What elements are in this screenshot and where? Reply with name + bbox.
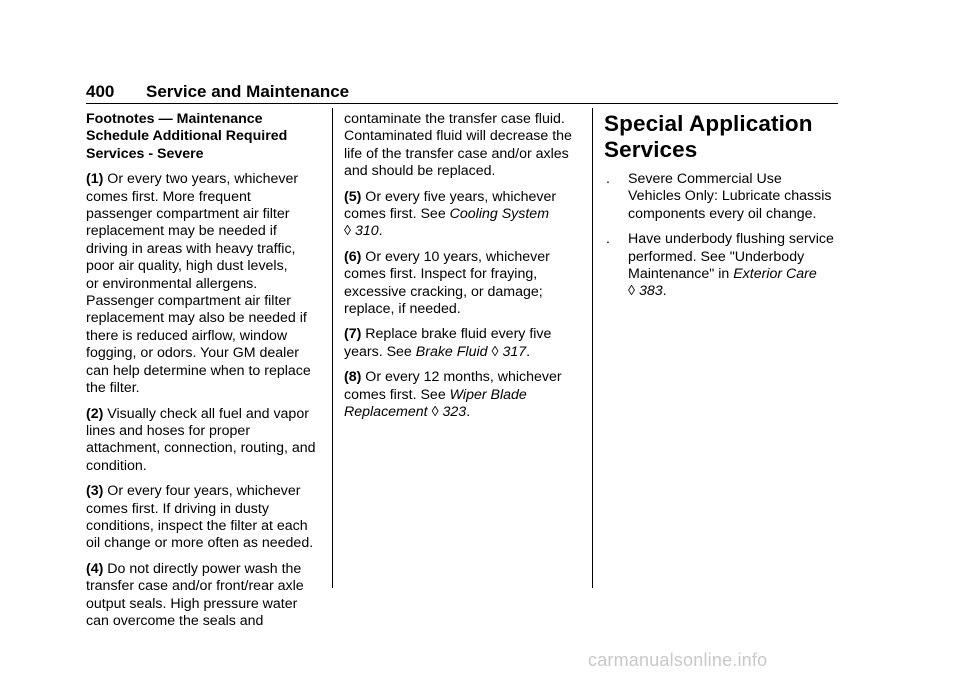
footnote-4 <box>86 561 326 631</box>
text-line: Vehicles Only: Lubricate chassis <box>628 188 832 205</box>
cross-reference-link[interactable]: Brake Fluid <box>415 343 488 360</box>
page-header <box>86 82 838 102</box>
text-line: output seals. High pressure water <box>86 595 298 612</box>
footnote-number: (6) <box>344 248 362 265</box>
heading-line: Footnotes — Maintenance <box>86 111 263 127</box>
punctuation: . <box>378 223 383 240</box>
text-line: comes first. See <box>344 386 450 403</box>
column-1 <box>86 111 326 638</box>
text-line: Or every four years, whichever <box>107 483 301 500</box>
text-line: Or every five years, whichever <box>365 188 557 205</box>
footnotes-heading <box>86 111 326 163</box>
text-line: there is reduced airflow, window <box>86 327 288 344</box>
footnote-number: (8) <box>344 369 362 386</box>
text-line: Or every two years, whichever <box>107 171 299 188</box>
punctuation: . <box>662 283 667 300</box>
footnote-8 <box>344 369 584 421</box>
special-application-heading <box>604 111 844 163</box>
footnote-4-continued <box>344 111 584 181</box>
section-title: Service and Maintenance <box>146 82 350 101</box>
text-line: Or every 12 months, whichever <box>365 369 562 386</box>
page-ref-icon: ◊ <box>491 343 499 360</box>
bullet-icon: . <box>606 231 610 248</box>
text-line: comes first. More frequent <box>86 188 251 205</box>
footnote-5 <box>344 189 584 241</box>
text-line: replace, if needed. <box>344 301 461 318</box>
watermark: carmanualsonline.info <box>588 650 768 670</box>
text-line: replacement may be needed if <box>86 223 277 240</box>
page-reference[interactable]: 383 <box>638 283 663 300</box>
footnote-number: (5) <box>344 188 362 205</box>
footnote-2 <box>86 406 326 476</box>
footnote-number: (3) <box>86 483 104 500</box>
text-line: passenger compartment air filter <box>86 206 290 223</box>
text-line: Visually check all fuel and vapor <box>107 405 309 422</box>
text-line: the filter. <box>86 380 140 397</box>
list-item <box>604 171 844 223</box>
cross-reference-link[interactable]: Exterior Care <box>733 266 817 283</box>
footnote-number: (2) <box>86 405 104 422</box>
heading-line: Special Application <box>604 111 813 136</box>
text-line: lines and hoses for proper <box>86 422 251 439</box>
text-line: conditions, inspect the filter at each <box>86 517 308 534</box>
text-line: attachment, connection, routing, and <box>86 440 316 457</box>
punctuation: . <box>526 343 531 360</box>
list-item <box>604 231 844 301</box>
column-divider-2 <box>592 108 593 588</box>
text-line: comes first. Inspect for fraying, <box>344 266 538 283</box>
column-3 <box>604 111 844 309</box>
text-line: replacement may also be needed if <box>86 310 307 327</box>
text-line: fogging, or odors. Your GM dealer <box>86 345 299 362</box>
footnote-number: (4) <box>86 560 104 577</box>
cross-reference-link[interactable]: Wiper Blade <box>449 386 527 403</box>
text-line: Do not directly power wash the <box>107 560 302 577</box>
footnote-7 <box>344 326 584 361</box>
page-number: 400 <box>86 82 115 101</box>
text-line: components every oil change. <box>628 205 817 222</box>
text-line: Have underbody flushing service <box>628 231 834 248</box>
text-line: Replace brake fluid every five <box>365 326 552 343</box>
text-line: poor air quality, high dust levels, <box>86 258 288 275</box>
text-line: performed. See "Underbody <box>628 248 805 265</box>
text-line: and should be replaced. <box>344 163 496 180</box>
footnote-number: (1) <box>86 171 104 188</box>
footnote-3 <box>86 483 326 553</box>
text-line: years. See <box>344 343 416 360</box>
footnote-number: (7) <box>344 326 362 343</box>
text-line: excessive cracking, or damage; <box>344 283 543 300</box>
heading-line: Schedule Additional Required <box>86 128 288 145</box>
text-line: Contaminated fluid will decrease the <box>344 128 572 145</box>
text-line: contaminate the transfer case fluid. <box>344 111 565 127</box>
text-line: Passenger compartment air filter <box>86 293 292 310</box>
text-line: Maintenance" in <box>628 266 734 283</box>
footnote-1 <box>86 171 326 397</box>
heading-line: Services - Severe <box>86 145 204 162</box>
page-reference[interactable]: 323 <box>442 404 467 421</box>
text-line: condition. <box>86 457 147 474</box>
footnote-6 <box>344 249 584 319</box>
text-line: driving in areas with heavy traffic, <box>86 240 296 257</box>
text-line: Severe Commercial Use <box>628 171 782 187</box>
text-line: life of the transfer case and/or axles <box>344 145 569 162</box>
heading-line: Services <box>604 137 698 162</box>
cross-reference-link[interactable]: Replacement <box>344 404 428 421</box>
bullet-icon: . <box>606 171 610 187</box>
page-reference[interactable]: 317 <box>502 343 527 360</box>
page-ref-icon: ◊ <box>344 223 352 240</box>
text-line: Or every 10 years, whichever <box>365 248 550 265</box>
cross-reference-link[interactable]: Cooling System <box>449 206 550 223</box>
page-reference[interactable]: 310 <box>354 223 379 240</box>
punctuation: . <box>466 404 471 421</box>
text-line: comes first. See <box>344 206 450 223</box>
text-line: can overcome the seals and <box>86 612 264 629</box>
header-rule <box>86 103 838 104</box>
page-ref-icon: ◊ <box>431 404 439 421</box>
text-line: transfer case and/or front/rear axle <box>86 578 304 595</box>
text-line: or environmental allergens. <box>86 275 258 292</box>
page-ref-icon: ◊ <box>628 283 636 300</box>
text-line: oil change or more often as needed. <box>86 535 314 552</box>
text-line: can help determine when to replace <box>86 362 311 379</box>
text-line: comes first. If driving in dusty <box>86 500 269 517</box>
column-2 <box>344 111 584 430</box>
column-divider-1 <box>332 108 333 588</box>
